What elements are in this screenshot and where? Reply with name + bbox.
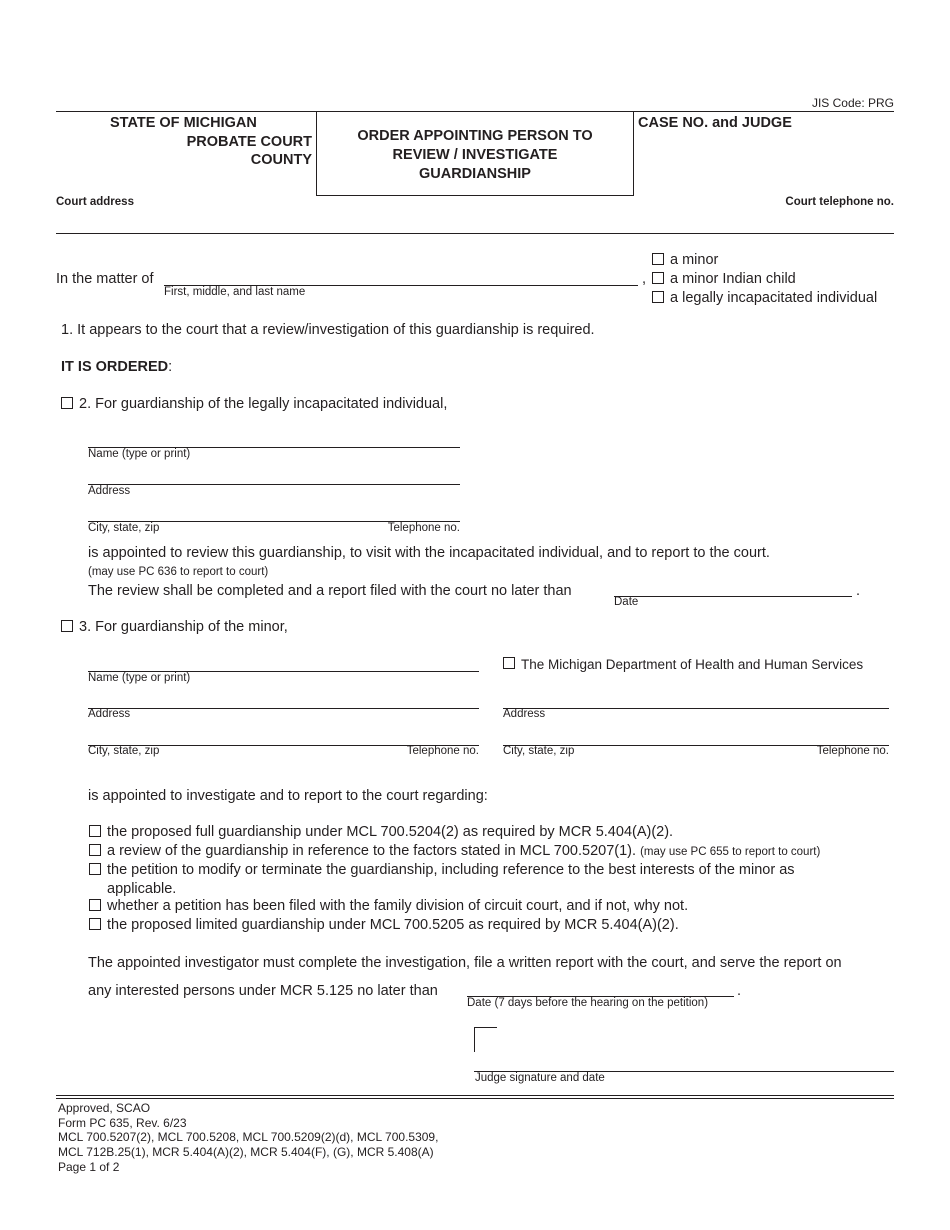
limited-guardianship-checkbox[interactable]	[89, 918, 101, 930]
item-3-address-field[interactable]	[88, 708, 479, 709]
investigator-closing-line-1: The appointed investigator must complete the investigation, file a written report with the court, and serve the report on	[88, 955, 842, 971]
footer-approved: Approved, SCAO	[58, 1101, 151, 1115]
guardianship-review-note: (may use PC 655 to report to court)	[640, 846, 821, 858]
form-title-line-1: ORDER APPOINTING PERSON TO	[357, 128, 593, 144]
investigator-period: .	[737, 983, 742, 999]
court-address-rule	[56, 233, 894, 234]
header-top-rule	[56, 111, 894, 112]
footer-form-number: Form PC 635, Rev. 6/23	[58, 1116, 187, 1130]
signature-corner-mark	[474, 1027, 497, 1052]
item-2-phone-label: Telephone no.	[387, 522, 460, 534]
it-is-ordered-colon: :	[168, 359, 173, 375]
item-3-city-label: City, state, zip	[88, 745, 160, 757]
item-2-address-label: Address	[88, 485, 131, 497]
item-3-name-label: Name (type or print)	[88, 672, 191, 684]
item-2-address-field[interactable]	[88, 484, 460, 485]
matter-comma: ,	[642, 271, 647, 287]
form-title	[318, 127, 632, 184]
jis-code: JIS Code: PRG	[811, 96, 894, 110]
item-2-appointed-text: is appointed to review this guardianship, to visit with the incapacitated individual, and to report to the court.	[88, 545, 770, 561]
court-telephone-label: Court telephone no.	[785, 196, 894, 208]
county-label: COUNTY	[250, 152, 312, 168]
full-guardianship-label: the proposed full guardianship under MCL 700.5204(2) as required by MCR 5.404(A)(2).	[107, 824, 674, 840]
item-3-text: 3. For guardianship of the minor,	[79, 619, 288, 635]
header-title-bottom-rule	[316, 195, 634, 196]
header-divider-right	[633, 111, 634, 195]
minor-checkbox[interactable]	[652, 253, 664, 265]
minor-indian-child-label: a minor Indian child	[670, 271, 796, 287]
investigator-deadline-label: Date (7 days before the hearing on the petition)	[467, 997, 709, 1009]
header-divider-left	[316, 111, 317, 195]
form-title-line-3: GUARDIANSHIP	[419, 166, 531, 182]
case-no-judge-label: CASE NO. and JUDGE	[638, 115, 792, 131]
mdhhs-city-label: City, state, zip	[503, 745, 575, 757]
state-label: STATE OF MICHIGAN	[110, 115, 257, 131]
item-2-deadline-text: The review shall be completed and a report filed with the court no later than	[88, 583, 572, 599]
guardianship-review-text: a review of the guardianship in reference to the factors stated in MCL 700.5207(1).	[107, 843, 637, 859]
limited-guardianship-label: the proposed limited guardianship under MCL 700.5205 as required by MCR 5.404(A)(2).	[107, 917, 679, 933]
footer-mcl-line-1: MCL 700.5207(2), MCL 700.5208, MCL 700.5209(2)(d), MCL 700.5309,	[58, 1130, 439, 1144]
item-1-text: 1. It appears to the court that a review/investigation of this guardianship is required.	[61, 322, 595, 338]
full-guardianship-checkbox[interactable]	[89, 825, 101, 837]
item-2-note: (may use PC 636 to report to court)	[88, 566, 269, 578]
court-label: PROBATE COURT	[186, 134, 312, 150]
footer-rule-bottom	[56, 1098, 894, 1099]
modify-terminate-label-line-2: applicable.	[107, 881, 177, 897]
mdhhs-address-field[interactable]	[503, 708, 889, 709]
investigator-closing-line-2: any interested persons under MCR 5.125 no later than	[88, 983, 438, 999]
court-address-label: Court address	[56, 196, 134, 208]
it-is-ordered	[61, 359, 172, 376]
it-is-ordered-label: IT IS ORDERED	[61, 359, 169, 375]
item-3-phone-label: Telephone no.	[406, 745, 479, 757]
item-2-date-field[interactable]	[614, 596, 852, 597]
guardianship-review-label	[107, 843, 820, 861]
matter-prefix: In the matter of	[56, 271, 154, 287]
mdhhs-checkbox[interactable]	[503, 657, 515, 669]
item-2-text: 2. For guardianship of the legally incapacitated individual,	[79, 396, 448, 412]
item-3-address-label: Address	[88, 708, 131, 720]
footer-page-number: Page 1 of 2	[58, 1160, 120, 1174]
modify-terminate-checkbox[interactable]	[89, 863, 101, 875]
item-2-period: .	[856, 583, 861, 599]
minor-indian-child-checkbox[interactable]	[652, 272, 664, 284]
mdhhs-label: The Michigan Department of Health and Human Services	[521, 657, 864, 672]
matter-name-caption: First, middle, and last name	[164, 286, 306, 298]
incapacitated-individual-label: a legally incapacitated individual	[670, 290, 878, 306]
footer-rule-top	[56, 1095, 894, 1096]
petition-filed-checkbox[interactable]	[89, 899, 101, 911]
form-title-line-2: REVIEW / INVESTIGATE	[392, 147, 558, 163]
mdhhs-address-label: Address	[503, 708, 546, 720]
footer-mcl-line-2: MCL 712B.25(1), MCR 5.404(A)(2), MCR 5.404(F), (G), MCR 5.408(A)	[58, 1145, 434, 1159]
item-2-checkbox[interactable]	[61, 397, 73, 409]
mdhhs-phone-label: Telephone no.	[816, 745, 889, 757]
petition-filed-label: whether a petition has been filed with the family division of circuit court, and if not, why not.	[107, 898, 689, 914]
item-2-date-label: Date	[614, 596, 639, 608]
modify-terminate-label-line-1: the petition to modify or terminate the guardianship, including reference to the best interests of the minor as	[107, 862, 795, 878]
minor-label: a minor	[670, 252, 719, 268]
incapacitated-individual-checkbox[interactable]	[652, 291, 664, 303]
item-3-checkbox[interactable]	[61, 620, 73, 632]
guardianship-review-checkbox[interactable]	[89, 844, 101, 856]
item-2-name-label: Name (type or print)	[88, 448, 191, 460]
item-2-city-label: City, state, zip	[88, 522, 160, 534]
judge-signature-label: Judge signature and date	[475, 1072, 605, 1084]
item-3-appointed-text: is appointed to investigate and to report to the court regarding:	[88, 788, 488, 804]
